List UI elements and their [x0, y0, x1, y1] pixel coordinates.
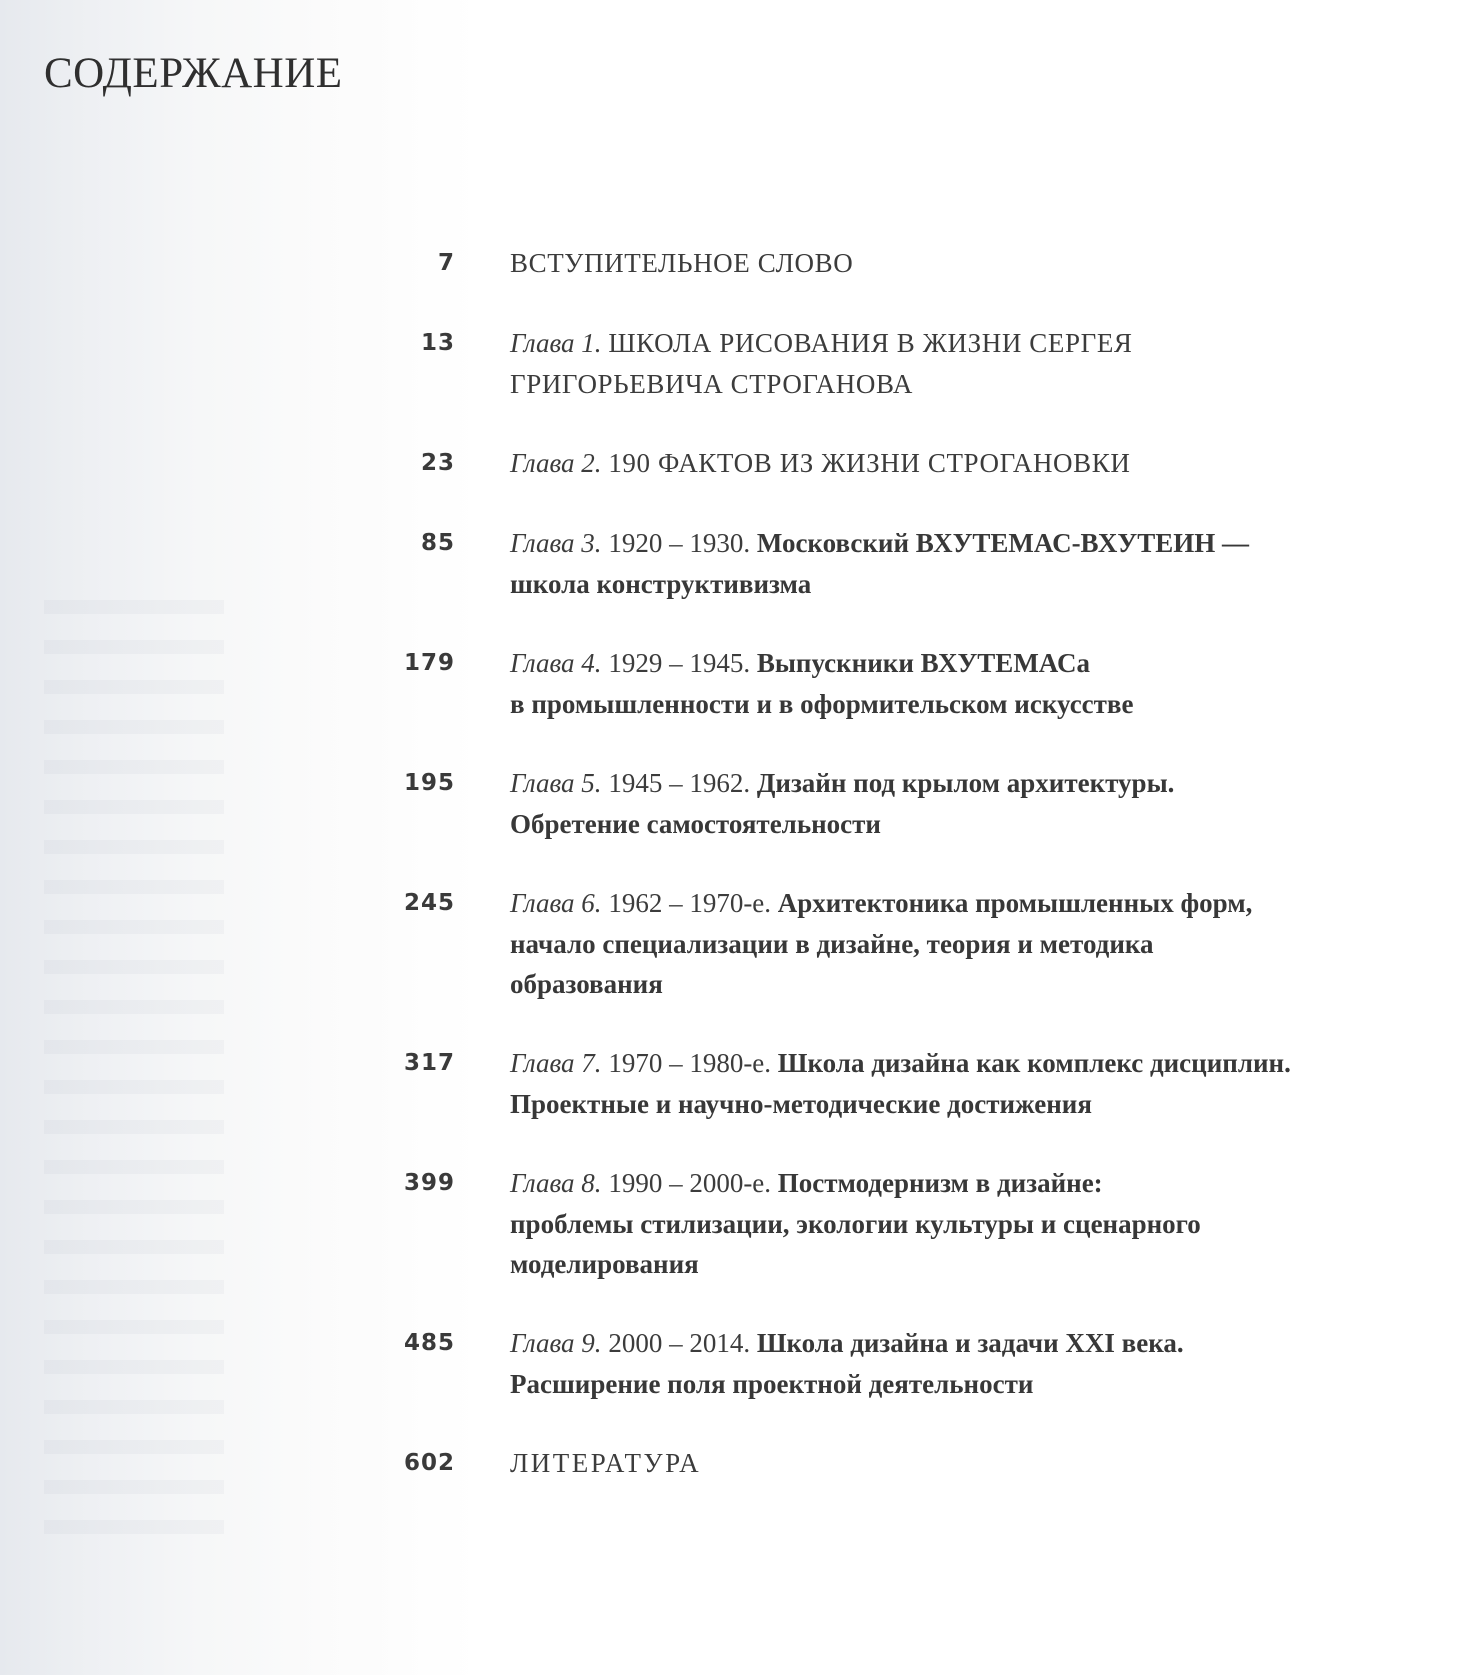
- toc-title-line: ШКОЛА РИСОВАНИЯ В ЖИЗНИ СЕРГЕЯ: [608, 328, 1133, 358]
- toc-title-line: образования: [510, 969, 663, 999]
- chapter-years: 1920 – 1930.: [608, 528, 751, 558]
- toc-title-line: Проектные и научно-методические достижения: [510, 1088, 1092, 1119]
- toc-title-line: в промышленности и в оформительском искусстве: [510, 688, 1134, 719]
- toc-title-line: моделирования: [510, 1249, 699, 1279]
- toc-title: [510, 763, 1430, 844]
- toc-title: [510, 523, 1430, 604]
- chapter-label: Глава 9.: [510, 1328, 602, 1358]
- toc-title-line: Постмодернизм в дизайне:: [777, 1168, 1103, 1198]
- toc-title-line: Архитектоника промышленных форм,: [777, 888, 1253, 918]
- toc-title-line: Выпускники ВХУТЕМАСа: [756, 648, 1090, 678]
- toc-title: [510, 643, 1430, 724]
- toc-title-line: Обретение самостоятельности: [510, 808, 881, 839]
- chapter-label: Глава 4.: [510, 648, 602, 678]
- toc-title-line: ЛИТЕРАТУРА: [510, 1448, 702, 1478]
- toc-title: [510, 1043, 1430, 1124]
- toc-page-number: 317: [403, 1050, 455, 1076]
- chapter-label: Глава 3.: [510, 528, 602, 558]
- toc-title: [510, 1443, 1430, 1484]
- page-title: СОДЕРЖАНИЕ: [44, 50, 343, 97]
- toc-page-number: 7: [437, 250, 455, 276]
- toc-title-line: ГРИГОРЬЕВИЧА СТРОГАНОВА: [510, 368, 913, 399]
- toc-title: [510, 243, 1430, 284]
- toc-title: [510, 883, 1430, 1005]
- chapter-years: 2000 – 2014.: [608, 1328, 751, 1358]
- toc-title: [510, 1163, 1430, 1285]
- toc-page-number: 85: [420, 530, 455, 556]
- chapter-label: Глава 1.: [510, 328, 602, 358]
- chapter-years: 1945 – 1962.: [608, 768, 751, 798]
- bleed-through-text: [44, 600, 224, 1550]
- toc-title-line: Московский ВХУТЕМАС-ВХУТЕИН —: [756, 528, 1249, 558]
- toc-title-line: проблемы стилизации, экологии культуры и сценарного: [510, 1208, 1201, 1239]
- chapter-years: 1962 – 1970-е.: [608, 888, 772, 918]
- toc-title: [510, 443, 1430, 484]
- toc-page-number: 399: [403, 1170, 455, 1196]
- toc-page-number: 245: [403, 890, 455, 916]
- chapter-label: Глава 2.: [510, 448, 602, 478]
- chapter-years: 1990 – 2000-е.: [608, 1168, 772, 1198]
- chapter-label: Глава 7.: [510, 1048, 602, 1078]
- toc-page-number: 195: [403, 770, 455, 796]
- toc-title-line: Расширение поля проектной деятельности: [510, 1368, 1034, 1399]
- toc-title-line: школа конструктивизма: [510, 568, 812, 599]
- toc-title-line: Школа дизайна и задачи XXI века.: [756, 1328, 1184, 1358]
- chapter-label: Глава 6.: [510, 888, 602, 918]
- toc-page-number: 13: [420, 330, 455, 356]
- toc-page-number: 179: [403, 650, 455, 676]
- toc-title-line: начало специализации в дизайне, теория и методика: [510, 928, 1154, 959]
- chapter-label: Глава 8.: [510, 1168, 602, 1198]
- toc-page-number: 23: [420, 450, 455, 476]
- toc-title: [510, 323, 1430, 404]
- toc-page-number: 485: [403, 1330, 455, 1356]
- chapter-years: 1929 – 1945.: [608, 648, 751, 678]
- toc-title-line: Дизайн под крылом архитектуры.: [756, 768, 1175, 798]
- toc-title-line: ВСТУПИТЕЛЬНОЕ СЛОВО: [510, 248, 854, 278]
- toc-page-number: 602: [403, 1450, 455, 1476]
- chapter-label: Глава 5.: [510, 768, 602, 798]
- toc-title-line: 190 ФАКТОВ ИЗ ЖИЗНИ СТРОГАНОВКИ: [608, 448, 1131, 478]
- toc-title-line: Школа дизайна как комплекс дисциплин.: [777, 1048, 1291, 1078]
- chapter-years: 1970 – 1980-е.: [608, 1048, 772, 1078]
- toc-title: [510, 1323, 1430, 1404]
